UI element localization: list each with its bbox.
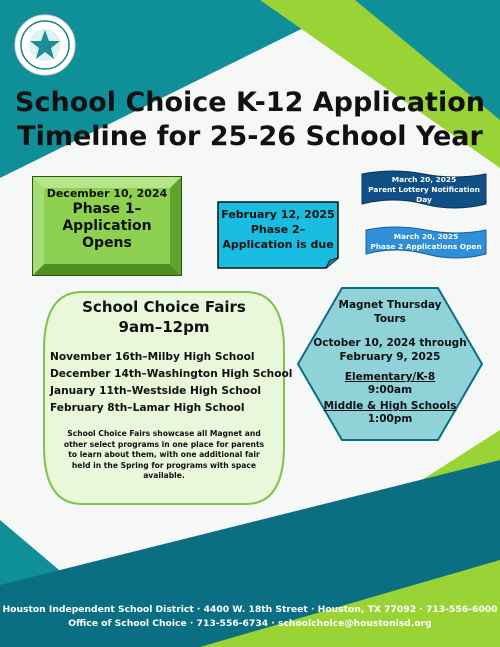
title-line-1: School Choice K-12 Application <box>15 87 485 118</box>
fairs-list <box>50 349 293 417</box>
page-footer <box>0 603 500 631</box>
lottery-line-2: Day <box>416 195 432 204</box>
hisd-star-seal-icon <box>14 14 76 76</box>
phase2-box <box>218 207 338 252</box>
tours-hexagon <box>296 298 484 426</box>
fairs-desc-line: to learn about them, with one additional fair <box>68 450 260 459</box>
fairs-desc-line: held in the Spring for programs with space <box>71 460 257 470</box>
title-line-2: Timeline for 25-26 School Year <box>17 121 483 152</box>
phase1-line-2: Application <box>62 218 152 234</box>
tours-elementary-label: Elementary/K-8 <box>344 371 436 383</box>
fairs-desc-line: other select programs in one place for parents <box>63 439 265 449</box>
phase1-line-1: Phase 1– <box>72 201 142 217</box>
tours-title-1: Magnet Thursday <box>338 299 442 311</box>
fair-item: December 14th–Washington High School <box>50 368 293 380</box>
tours-elementary-time: 9:00am <box>367 384 413 396</box>
phase2-line-1: Phase 2– <box>250 223 306 236</box>
fairs-desc-line: available. <box>143 471 185 480</box>
fair-item: November 16th–Milby High School <box>50 351 255 363</box>
phase1-box <box>32 186 182 252</box>
lottery-date: March 20, 2025 <box>391 175 457 184</box>
tours-range-1: October 10, 2024 through <box>313 337 467 349</box>
phase2-date: February 12, 2025 <box>221 208 335 221</box>
phase2-open-line-1: Phase 2 Applications Open <box>370 242 482 251</box>
page-title <box>0 86 500 154</box>
fairs-title: School Choice Fairs <box>82 298 246 316</box>
fairs-desc-line: School Choice Fairs showcase all Magnet and <box>67 429 261 438</box>
footer-address: Houston Independent School District · 4400 W. 18th Street · Houston, TX 77092 · 713-556-6000 <box>2 604 498 615</box>
fair-item: February 8th–Lamar High School <box>50 402 245 414</box>
phase1-date: December 10, 2024 <box>46 187 168 200</box>
tours-title-2: Tours <box>374 313 406 325</box>
tours-middle-high-label: Middle & High Schools <box>323 400 457 412</box>
phase1-line-3: Opens <box>82 235 132 251</box>
fairs-time: 9am–12pm <box>118 318 210 336</box>
phase2-open-banner <box>364 232 488 252</box>
lottery-line-1: Parent Lottery Notification <box>368 185 480 194</box>
fair-item: January 11th–Westside High School <box>50 385 261 397</box>
tours-middle-high-time: 1:00pm <box>367 413 413 425</box>
phase2-open-date: March 20, 2025 <box>393 232 459 241</box>
fairs-description <box>42 429 286 482</box>
fairs-panel <box>42 298 293 482</box>
lottery-banner <box>360 175 488 205</box>
phase2-line-2: Application is due <box>222 238 334 251</box>
tours-range-2: February 9, 2025 <box>339 351 441 363</box>
footer-office-contact: Office of School Choice · 713-556-6734 · schoolchoice@houstonisd.org <box>68 618 432 629</box>
district-logo <box>14 14 76 76</box>
